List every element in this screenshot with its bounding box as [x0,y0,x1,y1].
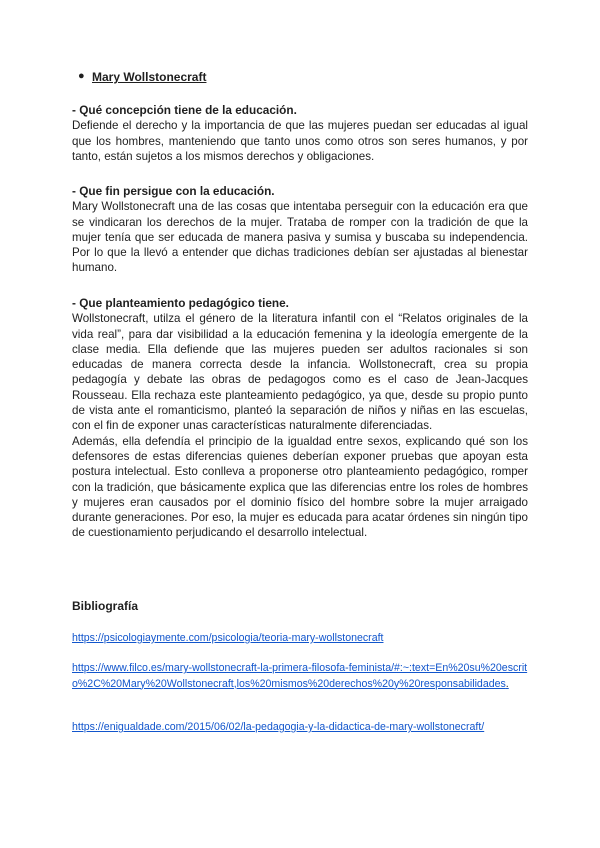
title-bullet-item [78,70,207,84]
section-body: Wollstonecraft, utilza el género de la literatura infantil con el “Relatos originales de la vida real”, para dar visibilidad a la educación femenina y la ideología emergente de la clase media. Ella defiende que las mujeres pueden ser adultos racionales si son educadas de manera correcta desde la infancia. Wollstonecraft, crea su propia pedagogía y debate las obras de pedagogos como es el caso de Jean-Jacques Rousseau. Ella rechaza este planteamiento pedagógico, ya que, desde su propio punto de vista ante el romanticismo, planteó la separación de niños y niñas en las escuelas, con el fin de exponer unas características naturalmente diferenciadas. [72,312,528,433]
link-url[interactable]: https://enigualdade.com/2015/06/02/la-pedagogia-y-la-didactica-de-mary-wollstonecraft/ [72,721,485,733]
link-url[interactable]: https://psicologiaymente.com/psicologia/teoria-mary-wollstonecraft [72,632,384,644]
section-purpose [72,184,528,276]
bibliography-link[interactable] [72,631,532,647]
section-body: Mary Wollstonecraft una de las cosas que intentaba perseguir con la educación era que se vindicaran los derechos de la mujer. Trataba de romper con la tradición de que la mujer tenía que ser educada de manera pasiva y sumisa y buscaba su independencia. Por lo que la llevó a entender que dichas tradiciones debían ser ajustadas al bienestar humano. [72,200,528,275]
link-suffix: . [505,677,509,690]
bullet-icon: ● [78,70,85,82]
section-title: - Que fin persigue con la educación. [72,184,275,198]
bibliography-heading: Bibliografía [72,599,139,613]
link-url[interactable]: https://www.filco.es/mary-wollstonecraft-la-primera-filosofa-feminista/#:~:text=En%20su%20escrito%2C%20Mary%20Wollstonecraft,los%20mismos%20derechos%20y%20responsabilidades [72,662,528,690]
subject-name: Mary Wollstonecraft [92,70,207,84]
section-conception [72,103,528,164]
section-body: Defiende el derecho y la importancia de que las mujeres puedan ser educadas al igual que los hombres, manteniendo que tanto unos como otros son seres humanos, y por tanto, están sujetos a los mismos derechos y obligaciones. [72,119,528,163]
bibliography-link[interactable] [72,661,532,692]
section-pedagogy [72,296,528,541]
section-title: - Que planteamiento pedagógico tiene. [72,296,289,310]
section-title: - Qué concepción tiene de la educación. [72,103,297,117]
section-body-continued: Además, ella defendía el principio de la igualdad entre sexos, explicando qué son los defensores de estas diferencias quienes deberían exponer pruebas que apoyan esta postura intelectual. Esto conlleva a proponerse otro planteamiento pedagógico, romper con la tradición, que básicamente explica que las diferencias entre los roles de hombres y mujeres eran causados por el dominio físico del hombre sobre la mujer arraigado durante generaciones. Por eso, la mujer es educada para acatar órdenes sin ningún tipo de cuestionamiento perjudicando el desarrollo intelectual. [72,434,528,540]
bibliography-link[interactable] [72,720,532,736]
